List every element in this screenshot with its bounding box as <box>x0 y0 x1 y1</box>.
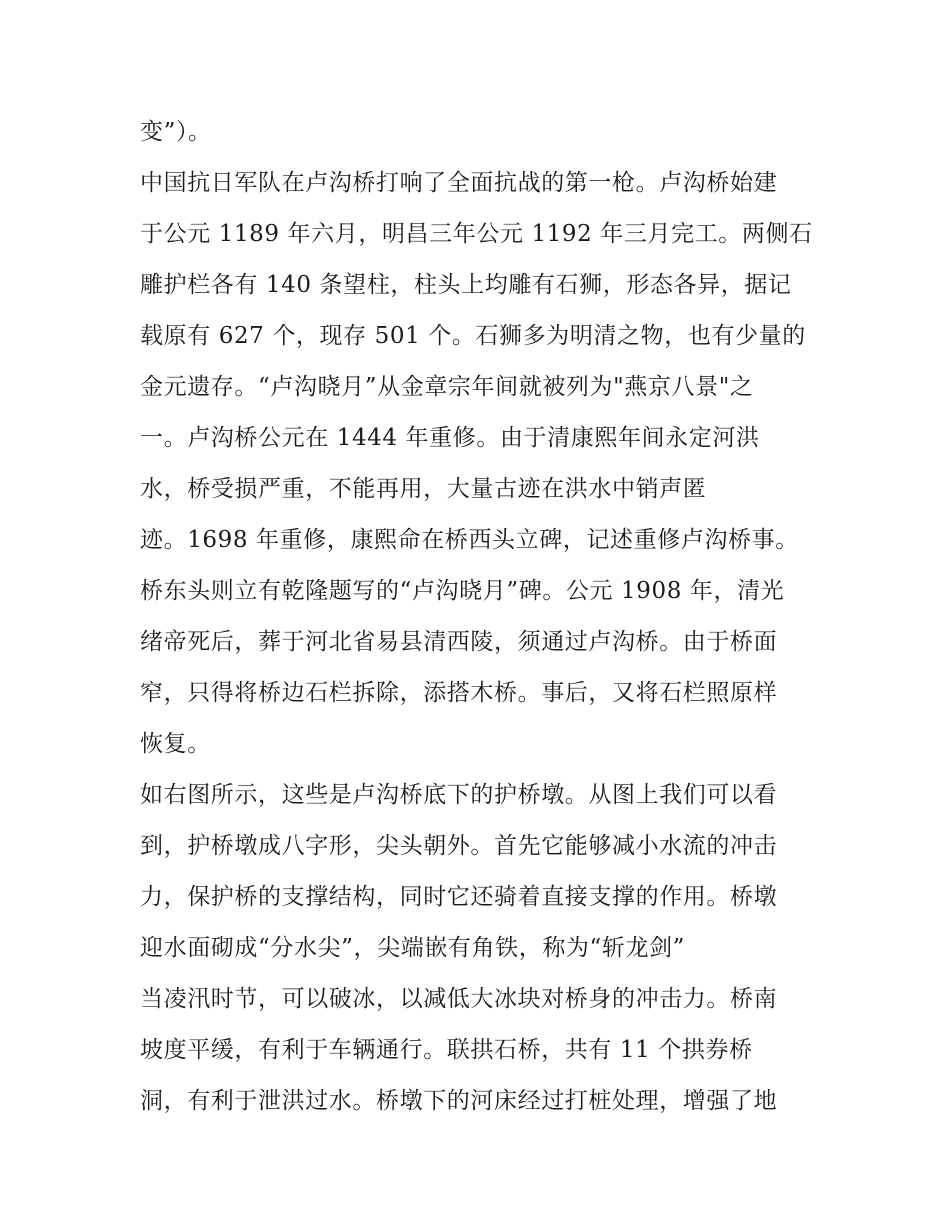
text-line: 载原有 627 个，现存 501 个。石狮多为明清之物，也有少量的 <box>140 323 806 349</box>
text-line: 洞，有利于泄洪过水。桥墩下的河床经过打桩处理，增强了地 <box>140 1088 778 1114</box>
text-line: 窄，只得将桥边石栏拆除，添搭木桥。事后，又将石栏照原样 <box>140 680 778 706</box>
text-line: 到，护桥墩成八字形，尖头朝外。首先它能够减小水流的冲击 <box>140 833 778 859</box>
text-line: 水，桥受损严重，不能再用，大量古迹在洪水中销声匿 <box>140 476 707 502</box>
text-line: 迎水面砌成“分水尖”，尖端嵌有角铁，称为“斩龙剑” <box>140 935 686 961</box>
text-line: 恢复。 <box>140 731 211 757</box>
text-line: 迹。1698 年重修，康熙命在桥西头立碑，记述重修卢沟桥事。 <box>140 527 799 553</box>
text-line: 如右图所示，这些是卢沟桥底下的护桥墩。从图上我们可以看 <box>140 782 778 808</box>
text-line: 绪帝死后，葬于河北省易县清西陵，须通过卢沟桥。由于桥面 <box>140 629 778 655</box>
text-line: 变”）。 <box>140 119 212 145</box>
text-line: 中国抗日军队在卢沟桥打响了全面抗战的第一枪。卢沟桥始建 <box>140 170 778 196</box>
body-text <box>140 107 820 1127</box>
text-line: 坡度平缓，有利于车辆通行。联拱石桥，共有 11 个拱券桥 <box>140 1037 753 1063</box>
text-line: 一。卢沟桥公元在 1444 年重修。由于清康熙年间永定河洪 <box>140 425 760 451</box>
text-line: 雕护栏各有 140 条望柱，柱头上均雕有石狮，形态各异，据记 <box>140 272 792 298</box>
text-line: 当凌汛时节，可以破冰，以减低大冰块对桥身的冲击力。桥南 <box>140 986 778 1012</box>
text-line: 力，保护桥的支撑结构，同时它还骑着直接支撑的作用。桥墩 <box>140 884 778 910</box>
text-line: 桥东头则立有乾隆题写的“卢沟晓月”碑。公元 1908 年，清光 <box>140 578 785 604</box>
text-line: 于公元 1189 年六月，明昌三年公元 1192 年三月完工。两侧石 <box>140 221 813 247</box>
text-line: 金元遗存。“卢沟晓月”从金章宗年间就被列为"燕京八景"之 <box>140 374 754 400</box>
